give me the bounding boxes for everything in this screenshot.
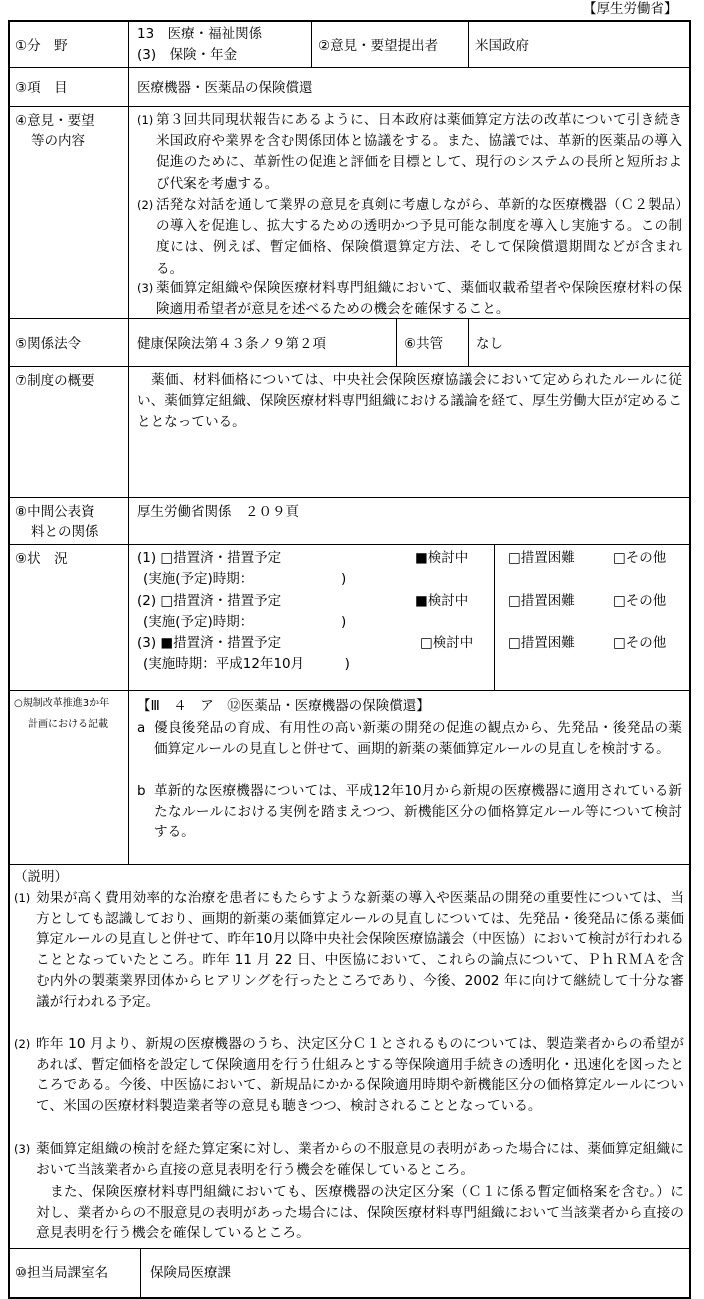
plan-heading: 【Ⅲ ４ ア ⑫医薬品・医療機器の保険償還】 (137, 698, 430, 714)
interim-value: 厚生労働省関係 ２０９頁 (137, 504, 299, 520)
field-label-opinion: ④意見・要望 (15, 113, 95, 129)
field-label-plan: ○規制改革推進3か年 (14, 698, 110, 709)
explanation-item: (3) 薬価算定組織の検討を経た算定案に対し、業者からの不服意見の表明があった場合には、薬価算定組織において当該業者から直接の意見表明を行う機会を確保しているところ。 (14, 1141, 684, 1178)
status-1-review: ■検討中 (415, 550, 469, 566)
column-divider (468, 20, 469, 68)
table-border-bottom (8, 1297, 690, 1299)
column-divider (494, 544, 495, 691)
field-label-plan-line2: 計画における記載 (28, 719, 108, 730)
explanation-item: (1) 効果が高く費用効率的な治療を患者にもたらすような新薬の導入や医薬品の開発の重要性については、当方としても認識しており、画期的新薬の薬価算定ルールの見直しについては、先発品・後発品に係る薬価算定ルールの見直しと併せて、昨年10月以降中央社会保険医療協議会（中医協）において検討が行われることとなっていたところ。昨年 11 月 22 日、中医協において、これらの論点について、ＰｈＲＭＡを含む内外の製薬業界団体からヒアリングを行ったところであり、今後、2002 年に向けて継続して十分な審議が行われる予定。 (14, 890, 684, 1010)
row-divider (8, 366, 690, 367)
row-divider (8, 864, 690, 865)
status-3-measure: (3) ■措置済・措置予定 (137, 635, 282, 651)
category-value-line2: (3) 保険・年金 (137, 47, 238, 63)
field-label-laws: ⑤関係法令 (15, 336, 82, 352)
opinion-item: (1) 第３回共同現状報告にあるように、日本政府は薬価算定方法の改革について引き続き米国政府や業界を含む関係団体と協議をする。また、協議では、革新的医薬品の導入促進のために、革新性の促進と評価を目標として、現行のシステムの長所と短所および代案を考慮する。 (137, 112, 682, 192)
field-label-category: ①分 野 (15, 38, 68, 54)
status-2-measure: (2) □措置済・措置予定 (137, 593, 282, 609)
field-label-overview: ⑦制度の概要 (15, 373, 95, 389)
explanation-extra: また、保険医療材料専門組織においても、医療機器の決定区分案（Ｃ１に係る暫定価格案を含む。）に対し、業者からの不服意見の表明があった場合には、保険医療材料専門組織において当該業者から直接の意見表明を行う機会を確保しているところ。 (36, 1184, 684, 1242)
field-label-item: ③項 目 (15, 80, 68, 96)
row-divider (8, 497, 690, 498)
explanation-item: (2) 昨年 10 月より、新規の医療機器のうち、決定区分Ｃ１とされるものについては、製造業者からの希望があれば、暫定価格を設定して保険適用を行う仕組みとする等保険適用手続きの透明化・迅速化を図ったところである。今後、中医協において、新規品にかかる保険適用時期や新機能区分の価格算定ルールについて、米国の医療材料製造業者等の意見も聴きつつ、検討されることとなっている。 (14, 1036, 684, 1115)
table-border-top (8, 20, 690, 22)
ministry-label: 【厚生労働省】 (583, 1, 678, 17)
status-2-difficult: □措置困難 (508, 593, 575, 609)
category-value-line1: 13 医療・福祉関係 (137, 26, 263, 42)
column-divider (468, 318, 469, 367)
status-3-other: □その他 (613, 635, 667, 651)
field-label-interim-line2: 料との関係 (31, 524, 99, 540)
field-label-department: ⑩担当局課室名 (15, 1265, 109, 1281)
department-value: 保険局医療課 (150, 1265, 231, 1281)
status-1-difficult: □措置困難 (508, 550, 575, 566)
table-border-left (8, 20, 10, 1299)
row-divider (8, 67, 690, 68)
field-label-opinion-line2: 等の内容 (31, 133, 85, 149)
status-3-time: (実施時期：平成12年10月 ) (143, 656, 350, 672)
status-3-review: □検討中 (420, 635, 474, 651)
field-label-interim: ⑧中間公表資 (15, 504, 95, 520)
explanation-title: （説明） (14, 869, 68, 885)
status-1-measure: (1) □措置済・措置予定 (137, 550, 282, 566)
status-2-time: (実施(予定)時期： ) (143, 614, 347, 630)
table-border-right (689, 20, 691, 1299)
status-2-other: □その他 (613, 593, 667, 609)
column-divider (128, 20, 129, 865)
column-divider (311, 20, 312, 68)
opinion-item: (3) 薬価算定組織や保険医療材料専門組織において、薬価収載希望者や保険医療材料の保険適用希望者が意見を述べるための機会を確保すること。 (137, 280, 682, 318)
status-2-review: ■検討中 (415, 593, 469, 609)
status-1-other: □その他 (613, 550, 667, 566)
status-1-time: (実施(予定)時期： ) (143, 571, 347, 587)
field-label-status: ⑨状 況 (15, 551, 68, 567)
column-divider (140, 1248, 141, 1298)
opinion-item: (2) 活発な対話を通して業界の意見を真剣に考慮しながら、革新的な医療機器（Ｃ２製品）の導入を促進し、拡大するための透明かつ予見可能な制度を導入し実施する。この制度には、例えば、暫定価格、保険償還算定方法、そして保険償還期間などが含まれる。 (137, 197, 682, 277)
status-3-difficult: □措置困難 (508, 635, 575, 651)
item-value: 医療機器・医薬品の保険償還 (137, 80, 313, 96)
row-divider (8, 106, 690, 107)
field-label-submitter: ②意見・要望提出者 (318, 38, 439, 54)
field-label-joint: ⑥共管 (404, 336, 444, 352)
plan-item: b 革新的な医療機器については、平成12年10月から新規の医療機器に適用されている新たなルールにおける実例を踏まえつつ、新機能区分の価格算定ルール等について検討する。 (137, 783, 682, 841)
row-divider (8, 544, 690, 545)
submitter-value: 米国政府 (475, 38, 529, 54)
column-divider (396, 318, 397, 367)
plan-item: a 優良後発品の育成、有用性の高い新薬の開発の促進の観点から、先発品・後発品の薬価算定ルールの見直しと併せて、画期的新薬の薬価算定ルールの見直しを検討する。 (137, 720, 682, 757)
overview-text: 薬価、材料価格については、中央社会保険医療協議会において定められたルールに従い、薬価算定組織、保険医療材料専門組織における議論を経て、厚生労働大臣が定めることとなっている。 (137, 372, 682, 430)
laws-value: 健康保険法第４３条ノ９第２項 (137, 336, 326, 352)
row-divider (8, 690, 690, 691)
joint-value: なし (476, 336, 503, 352)
row-divider (8, 1248, 690, 1249)
